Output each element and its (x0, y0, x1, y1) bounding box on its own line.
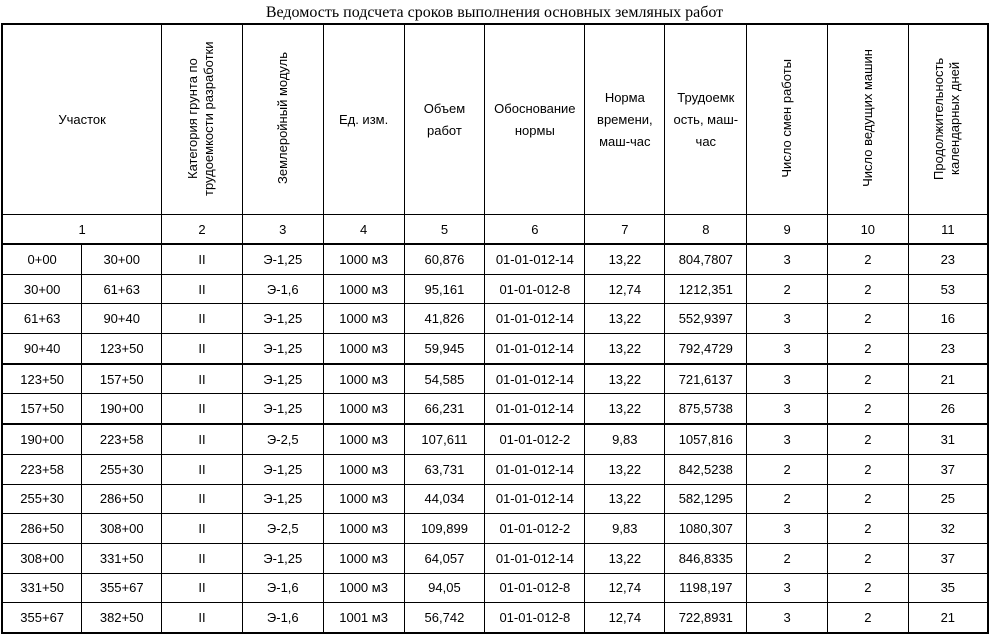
cell-excavation-module: Э-2,5 (242, 424, 323, 454)
cell-machines: 2 (827, 334, 908, 364)
cell-machines: 2 (827, 514, 908, 544)
document-title: Ведомость подсчета сроков выполнения основных земляных работ (265, 4, 724, 21)
cell-labor: 1057,816 (665, 424, 747, 454)
cell-duration: 37 (908, 543, 988, 573)
table-row (2, 304, 988, 334)
cell-norm-basis: 01-01-012-14 (485, 454, 585, 484)
table-row (2, 424, 988, 454)
cell-excavation-module: Э-2,5 (242, 514, 323, 544)
cell-unit: 1000 м3 (323, 484, 404, 514)
cell-time-norm: 13,22 (585, 394, 665, 424)
cell-shifts: 2 (747, 543, 828, 573)
table-row (2, 573, 988, 603)
cell-duration: 35 (908, 573, 988, 603)
cell-shifts: 3 (747, 334, 828, 364)
cell-machines: 2 (827, 424, 908, 454)
cell-volume: 95,161 (404, 274, 485, 304)
cell-excavation-module: Э-1,6 (242, 573, 323, 603)
cell-volume: 64,057 (404, 543, 485, 573)
cell-duration: 23 (908, 244, 988, 274)
column-number: 7 (585, 215, 665, 245)
cell-soil-category: II (162, 304, 243, 334)
column-number-row (2, 215, 988, 245)
cell-machines: 2 (827, 603, 908, 633)
cell-machines: 2 (827, 543, 908, 573)
cell-section-end: 223+58 (82, 424, 162, 454)
cell-soil-category: II (162, 484, 243, 514)
cell-time-norm: 13,22 (585, 454, 665, 484)
cell-time-norm: 12,74 (585, 274, 665, 304)
cell-machines: 2 (827, 304, 908, 334)
table-row (2, 484, 988, 514)
cell-volume: 60,876 (404, 244, 485, 274)
header-machines: Число ведущих машин (827, 24, 908, 215)
cell-duration: 23 (908, 334, 988, 364)
cell-shifts: 3 (747, 603, 828, 633)
header-shifts: Число смен работы (747, 24, 828, 215)
cell-duration: 21 (908, 364, 988, 394)
header-labor: Трудоемк ость, маш-час (665, 24, 747, 215)
cell-section-end: 286+50 (82, 484, 162, 514)
cell-soil-category: II (162, 244, 243, 274)
cell-section-end: 61+63 (82, 274, 162, 304)
cell-labor: 842,5238 (665, 454, 747, 484)
column-number: 4 (323, 215, 404, 245)
cell-section-start: 331+50 (2, 573, 82, 603)
cell-labor: 552,9397 (665, 304, 747, 334)
cell-shifts: 2 (747, 454, 828, 484)
cell-norm-basis: 01-01-012-2 (485, 424, 585, 454)
cell-norm-basis: 01-01-012-14 (485, 484, 585, 514)
cell-volume: 109,899 (404, 514, 485, 544)
cell-machines: 2 (827, 484, 908, 514)
cell-norm-basis: 01-01-012-14 (485, 334, 585, 364)
cell-section-start: 61+63 (2, 304, 82, 334)
cell-soil-category: II (162, 274, 243, 304)
cell-excavation-module: Э-1,25 (242, 484, 323, 514)
header-excavation-module: Землеройный модуль (242, 24, 323, 215)
column-number: 1 (2, 215, 162, 245)
cell-section-end: 331+50 (82, 543, 162, 573)
cell-time-norm: 12,74 (585, 603, 665, 633)
cell-labor: 792,4729 (665, 334, 747, 364)
cell-norm-basis: 01-01-012-14 (485, 394, 585, 424)
cell-excavation-module: Э-1,25 (242, 543, 323, 573)
table-row (2, 514, 988, 544)
cell-labor: 804,7807 (665, 244, 747, 274)
cell-volume: 66,231 (404, 394, 485, 424)
cell-norm-basis: 01-01-012-14 (485, 364, 585, 394)
cell-soil-category: II (162, 334, 243, 364)
cell-time-norm: 13,22 (585, 543, 665, 573)
column-number: 8 (665, 215, 747, 245)
cell-unit: 1000 м3 (323, 334, 404, 364)
cell-section-end: 157+50 (82, 364, 162, 394)
column-number: 11 (908, 215, 988, 245)
column-number: 9 (747, 215, 828, 245)
cell-duration: 25 (908, 484, 988, 514)
cell-duration: 37 (908, 454, 988, 484)
cell-norm-basis: 01-01-012-2 (485, 514, 585, 544)
cell-shifts: 3 (747, 244, 828, 274)
cell-labor: 875,5738 (665, 394, 747, 424)
cell-unit: 1000 м3 (323, 514, 404, 544)
cell-section-start: 308+00 (2, 543, 82, 573)
cell-section-start: 157+50 (2, 394, 82, 424)
cell-shifts: 3 (747, 394, 828, 424)
cell-unit: 1000 м3 (323, 244, 404, 274)
table-row (2, 244, 988, 274)
cell-machines: 2 (827, 394, 908, 424)
cell-unit: 1000 м3 (323, 364, 404, 394)
cell-labor: 1212,351 (665, 274, 747, 304)
cell-duration: 32 (908, 514, 988, 544)
table-row (2, 274, 988, 304)
table-row (2, 364, 988, 394)
cell-section-start: 190+00 (2, 424, 82, 454)
cell-duration: 31 (908, 424, 988, 454)
cell-unit: 1001 м3 (323, 603, 404, 633)
cell-labor: 582,1295 (665, 484, 747, 514)
column-number: 2 (162, 215, 243, 245)
cell-unit: 1000 м3 (323, 394, 404, 424)
cell-excavation-module: Э-1,25 (242, 244, 323, 274)
cell-section-start: 123+50 (2, 364, 82, 394)
cell-section-start: 255+30 (2, 484, 82, 514)
header-volume: Объем работ (404, 24, 485, 215)
cell-duration: 16 (908, 304, 988, 334)
header-row (2, 24, 988, 215)
column-number: 6 (485, 215, 585, 245)
cell-machines: 2 (827, 454, 908, 484)
cell-time-norm: 13,22 (585, 244, 665, 274)
cell-labor: 721,6137 (665, 364, 747, 394)
cell-duration: 21 (908, 603, 988, 633)
cell-shifts: 3 (747, 573, 828, 603)
cell-volume: 54,585 (404, 364, 485, 394)
cell-shifts: 3 (747, 304, 828, 334)
cell-norm-basis: 01-01-012-8 (485, 603, 585, 633)
table-row (2, 603, 988, 633)
cell-unit: 1000 м3 (323, 424, 404, 454)
column-number: 3 (242, 215, 323, 245)
cell-section-end: 30+00 (82, 244, 162, 274)
cell-excavation-module: Э-1,25 (242, 454, 323, 484)
cell-norm-basis: 01-01-012-14 (485, 244, 585, 274)
cell-volume: 59,945 (404, 334, 485, 364)
cell-duration: 53 (908, 274, 988, 304)
table-body (2, 244, 988, 633)
header-norm-basis: Обоснование нормы (485, 24, 585, 215)
cell-shifts: 2 (747, 274, 828, 304)
header-time-norm: Норма времени, маш-час (585, 24, 665, 215)
header-section: Участок (2, 24, 162, 215)
cell-machines: 2 (827, 364, 908, 394)
cell-shifts: 3 (747, 424, 828, 454)
cell-unit: 1000 м3 (323, 454, 404, 484)
cell-section-end: 190+00 (82, 394, 162, 424)
cell-section-start: 30+00 (2, 274, 82, 304)
cell-excavation-module: Э-1,25 (242, 364, 323, 394)
cell-section-end: 255+30 (82, 454, 162, 484)
header-duration: Продолжительность календарных дней (908, 24, 988, 215)
table-row (2, 543, 988, 573)
cell-excavation-module: Э-1,6 (242, 603, 323, 633)
cell-excavation-module: Э-1,25 (242, 334, 323, 364)
cell-soil-category: II (162, 424, 243, 454)
cell-section-start: 0+00 (2, 244, 82, 274)
cell-section-end: 123+50 (82, 334, 162, 364)
cell-section-start: 90+40 (2, 334, 82, 364)
cell-norm-basis: 01-01-012-8 (485, 573, 585, 603)
cell-soil-category: II (162, 543, 243, 573)
cell-shifts: 3 (747, 364, 828, 394)
cell-soil-category: II (162, 514, 243, 544)
cell-machines: 2 (827, 244, 908, 274)
cell-soil-category: II (162, 573, 243, 603)
cell-unit: 1000 м3 (323, 573, 404, 603)
cell-unit: 1000 м3 (323, 274, 404, 304)
cell-volume: 56,742 (404, 603, 485, 633)
cell-machines: 2 (827, 274, 908, 304)
cell-labor: 846,8335 (665, 543, 747, 573)
cell-volume: 107,611 (404, 424, 485, 454)
header-soil-category: Категория грунта по трудоемкости разработки (162, 24, 243, 215)
cell-labor: 1080,307 (665, 514, 747, 544)
cell-norm-basis: 01-01-012-14 (485, 543, 585, 573)
table-row (2, 334, 988, 364)
cell-section-start: 355+67 (2, 603, 82, 633)
cell-time-norm: 13,22 (585, 334, 665, 364)
cell-time-norm: 12,74 (585, 573, 665, 603)
cell-unit: 1000 м3 (323, 304, 404, 334)
cell-unit: 1000 м3 (323, 543, 404, 573)
cell-excavation-module: Э-1,25 (242, 304, 323, 334)
cell-soil-category: II (162, 603, 243, 633)
cell-time-norm: 9,83 (585, 514, 665, 544)
earthworks-table (1, 23, 989, 634)
cell-soil-category: II (162, 364, 243, 394)
cell-norm-basis: 01-01-012-8 (485, 274, 585, 304)
header-unit: Ед. изм. (323, 24, 404, 215)
table-row (2, 394, 988, 424)
cell-labor: 1198,197 (665, 573, 747, 603)
cell-shifts: 2 (747, 484, 828, 514)
cell-section-start: 286+50 (2, 514, 82, 544)
cell-excavation-module: Э-1,25 (242, 394, 323, 424)
cell-volume: 63,731 (404, 454, 485, 484)
cell-volume: 44,034 (404, 484, 485, 514)
cell-soil-category: II (162, 454, 243, 484)
cell-shifts: 3 (747, 514, 828, 544)
cell-section-end: 308+00 (82, 514, 162, 544)
cell-section-start: 223+58 (2, 454, 82, 484)
cell-norm-basis: 01-01-012-14 (485, 304, 585, 334)
cell-time-norm: 9,83 (585, 424, 665, 454)
table-row (2, 454, 988, 484)
cell-volume: 94,05 (404, 573, 485, 603)
cell-section-end: 355+67 (82, 573, 162, 603)
column-number: 10 (827, 215, 908, 245)
cell-section-end: 90+40 (82, 304, 162, 334)
cell-excavation-module: Э-1,6 (242, 274, 323, 304)
cell-soil-category: II (162, 394, 243, 424)
cell-time-norm: 13,22 (585, 304, 665, 334)
cell-machines: 2 (827, 573, 908, 603)
cell-duration: 26 (908, 394, 988, 424)
cell-volume: 41,826 (404, 304, 485, 334)
cell-time-norm: 13,22 (585, 484, 665, 514)
column-number: 5 (404, 215, 485, 245)
cell-time-norm: 13,22 (585, 364, 665, 394)
cell-section-end: 382+50 (82, 603, 162, 633)
cell-labor: 722,8931 (665, 603, 747, 633)
